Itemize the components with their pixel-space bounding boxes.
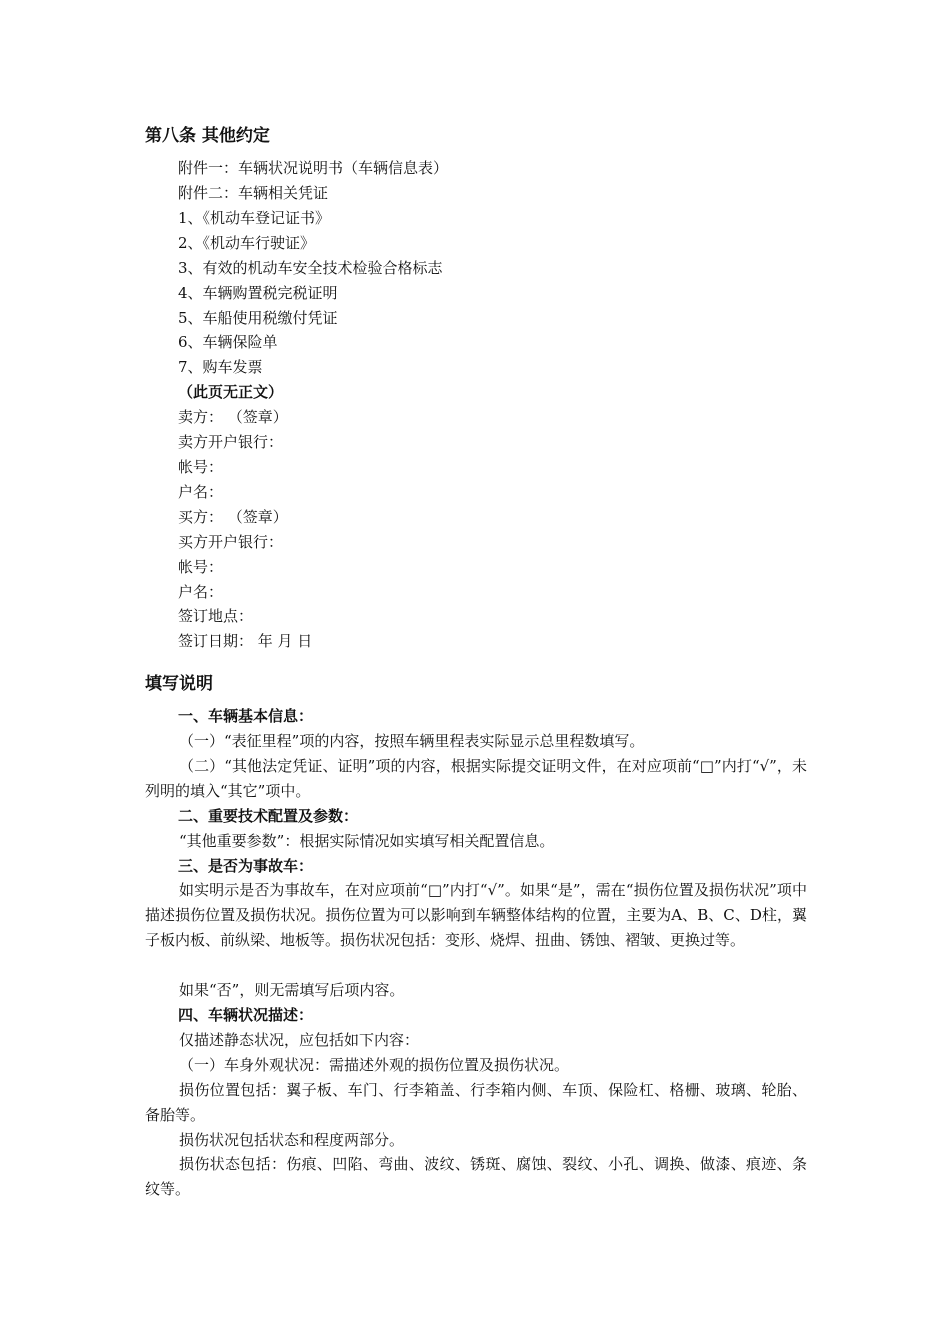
attachment-line: 附件二：车辆相关凭证 — [178, 184, 329, 202]
paragraph: （一）车身外观状况：需描述外观的损伤位置及损伤状况。 — [179, 1056, 570, 1074]
attachment-list-item: 6、车辆保险单 — [178, 333, 278, 351]
signature-field: 卖方开户银行： — [178, 433, 284, 451]
signature-field: 户名： — [178, 483, 224, 501]
signature-field: 卖方： （签章） — [178, 408, 288, 426]
attachment-list-item: 4、车辆购置税完税证明 — [178, 284, 338, 302]
signature-field: 帐号： — [178, 558, 224, 576]
section-title: 第八条 其他约定 — [145, 126, 270, 146]
signature-field: 帐号： — [178, 458, 224, 476]
signature-field: 户名： — [178, 583, 224, 601]
paragraph: 仅描述静态状况，应包括如下内容： — [179, 1031, 420, 1049]
paragraph: “其他重要参数”：根据实际情况如实填写相关配置信息。 — [179, 832, 555, 850]
paragraph: 损伤状态包括：伤痕、凹陷、弯曲、波纹、锈斑、腐蚀、裂纹、小孔、调换、做漆、痕迹、条纹等。 — [145, 1155, 807, 1198]
signature-field: 签订地点： — [178, 607, 254, 625]
subsection-title: 四、车辆状况描述： — [178, 1006, 314, 1024]
attachment-list-item: 5、车船使用税缴付凭证 — [178, 309, 338, 327]
paragraph: 如果“否”，则无需填写后项内容。 — [179, 981, 405, 999]
no-text-note: （此页无正文） — [178, 383, 284, 401]
attachment-line: 附件一：车辆状况说明书（车辆信息表） — [178, 159, 449, 177]
paragraph: 损伤位置包括：翼子板、车门、行李箱盖、行李箱内侧、车顶、保险杠、格栅、玻璃、轮胎、备胎等。 — [145, 1081, 807, 1124]
paragraph: 如实明示是否为事故车，在对应项前“□”内打“√”。如果“是”，需在“损伤位置及损伤状况”项中描述损伤位置及损伤状况。损伤位置为可以影响到车辆整体结构的位置，主要为A、B、C、D柱，翼子板内板、前纵梁、地板等。损伤状况包括：变形、烧焊、扭曲、锈蚀、褶皱、更换过等。 — [145, 881, 807, 949]
paragraph: （二）“其他法定凭证、证明”项的内容，根据实际提交证明文件，在对应项前“□”内打“√”，未列明的填入“其它”项中。 — [145, 757, 807, 800]
paragraph: 损伤状况包括状态和程度两部分。 — [179, 1131, 405, 1149]
attachment-list-item: 1、《机动车登记证书》 — [178, 209, 331, 227]
subsection-title: 三、是否为事故车： — [178, 857, 314, 875]
instructions-title: 填写说明 — [145, 674, 213, 694]
paragraph: （一）“表征里程”项的内容，按照车辆里程表实际显示总里程数填写。 — [179, 732, 645, 750]
attachment-list-item: 3、有效的机动车安全技术检验合格标志 — [178, 259, 443, 277]
attachment-list-item: 2、《机动车行驶证》 — [178, 234, 316, 252]
subsection-title: 二、重要技术配置及参数： — [178, 807, 359, 825]
signature-field: 买方： （签章） — [178, 508, 288, 526]
signature-field: 买方开户银行： — [178, 533, 284, 551]
subsection-title: 一、车辆基本信息： — [178, 707, 314, 725]
attachment-list-item: 7、购车发票 — [178, 358, 263, 376]
signature-field: 签订日期： 年 月 日 — [178, 632, 313, 650]
